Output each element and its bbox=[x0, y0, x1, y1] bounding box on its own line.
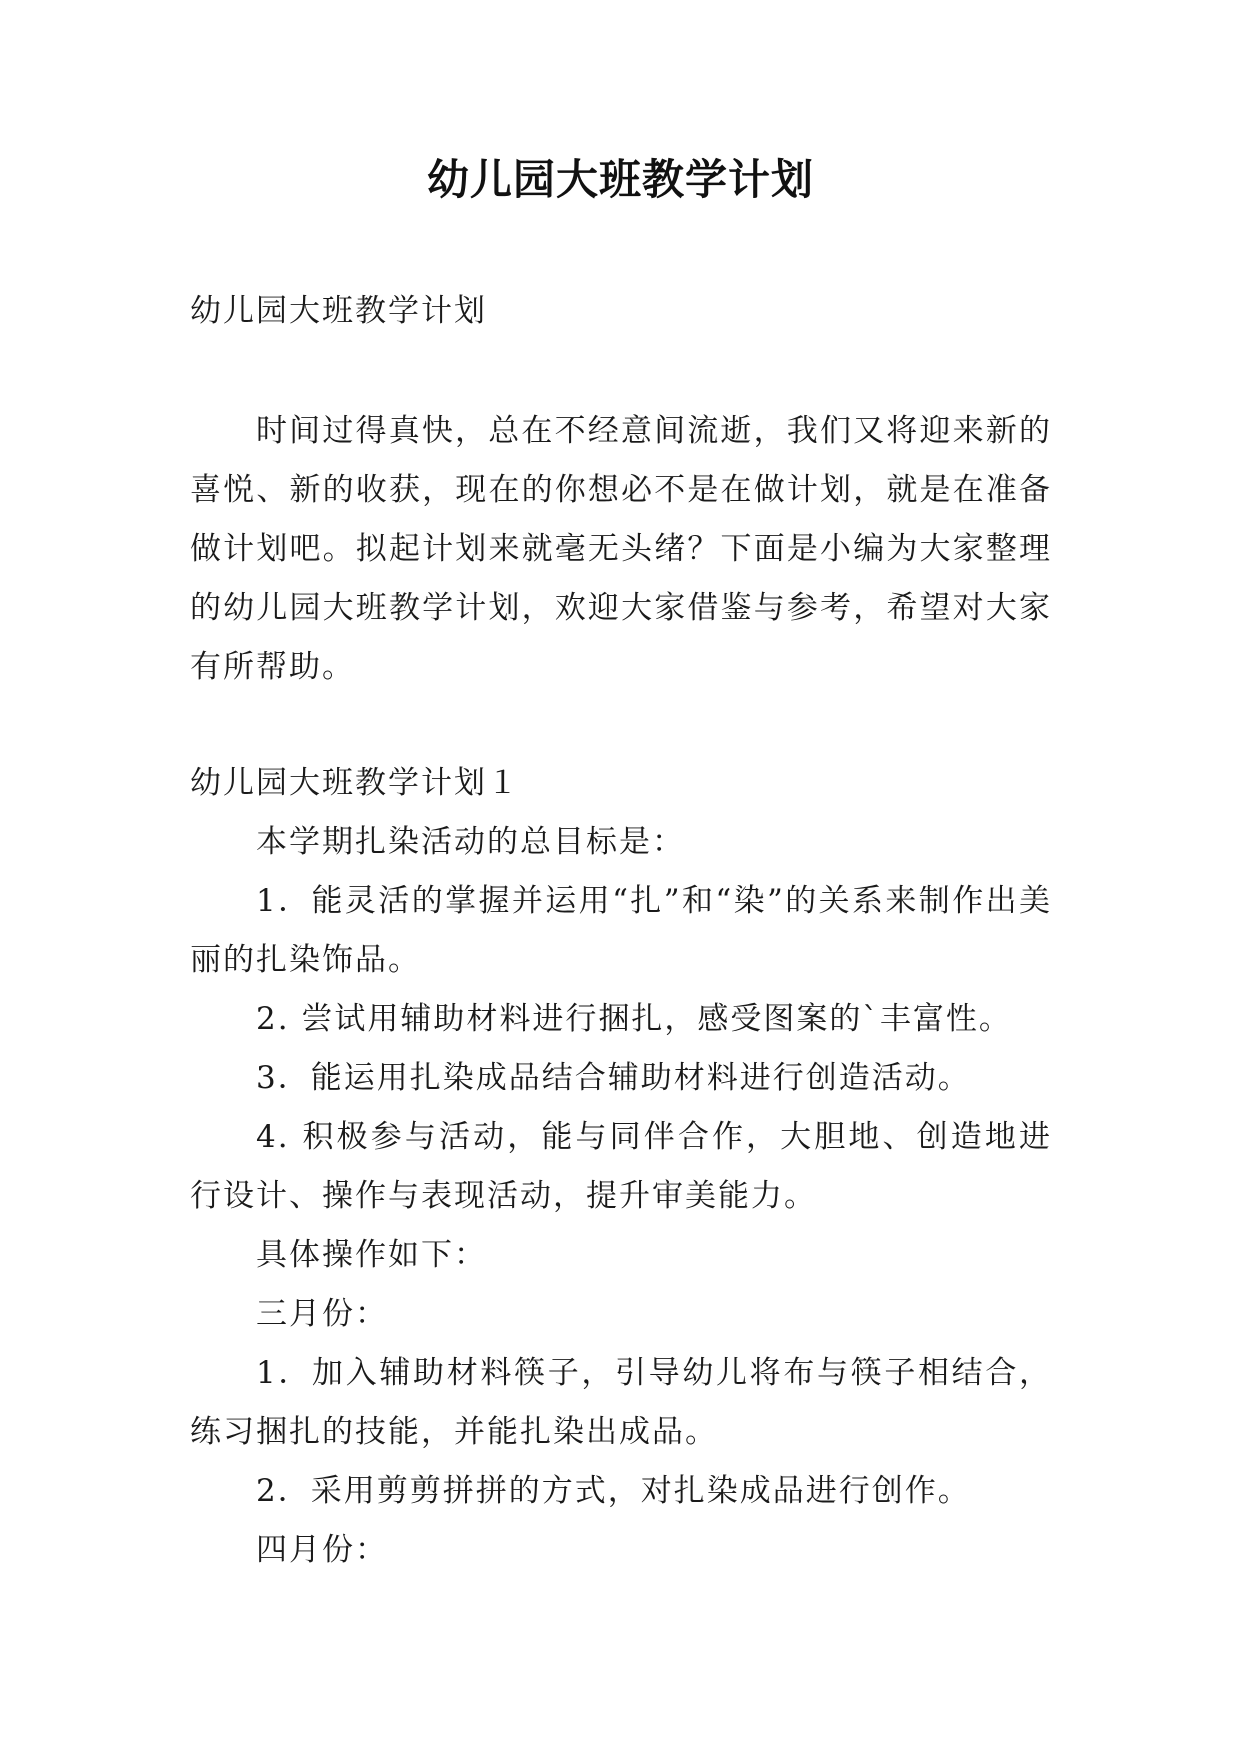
intro-paragraph: 时间过得真快，总在不经意间流逝，我们又将迎来新的喜悦、新的收获，现在的你想必不是在做计划，就是在准备做计划吧。拟起计划来就毫无头绪？下面是小编为大家整理的幼儿园大班教学计划，欢迎大家借鉴与参考，希望对大家有所帮助。 bbox=[190, 413, 1052, 685]
goal-item: 4. 积极参与活动，能与同伴合作，大胆地、创造地进行设计、操作与表现活动，提升审美能力。 bbox=[190, 1119, 1052, 1214]
operations-intro: 具体操作如下： bbox=[256, 1237, 487, 1273]
goal-item: 1．能灵活的掌握并运用“扎”和“染”的关系来制作出美丽的扎染饰品。 bbox=[190, 883, 1052, 978]
subtitle: 幼儿园大班教学计划 bbox=[190, 293, 487, 329]
month-label-march: 三月份： bbox=[256, 1296, 388, 1332]
document-body bbox=[190, 282, 1052, 1580]
march-item: 2．采用剪剪拼拼的方式，对扎染成品进行创作。 bbox=[256, 1473, 971, 1509]
goal-item: 2. 尝试用辅助材料进行捆扎，感受图案的`丰富性。 bbox=[256, 1001, 1012, 1037]
month-label-april: 四月份： bbox=[256, 1532, 388, 1568]
march-item: 1．加入辅助材料筷子，引导幼儿将布与筷子相结合，练习捆扎的技能，并能扎染出成品。 bbox=[190, 1355, 1052, 1450]
goal-item: 3．能运用扎染成品结合辅助材料进行创造活动。 bbox=[256, 1060, 971, 1096]
section-heading: 幼儿园大班教学计划１ bbox=[190, 765, 520, 801]
document-title: 幼儿园大班教学计划 bbox=[426, 155, 814, 204]
goal-intro: 本学期扎染活动的总目标是： bbox=[256, 824, 685, 860]
